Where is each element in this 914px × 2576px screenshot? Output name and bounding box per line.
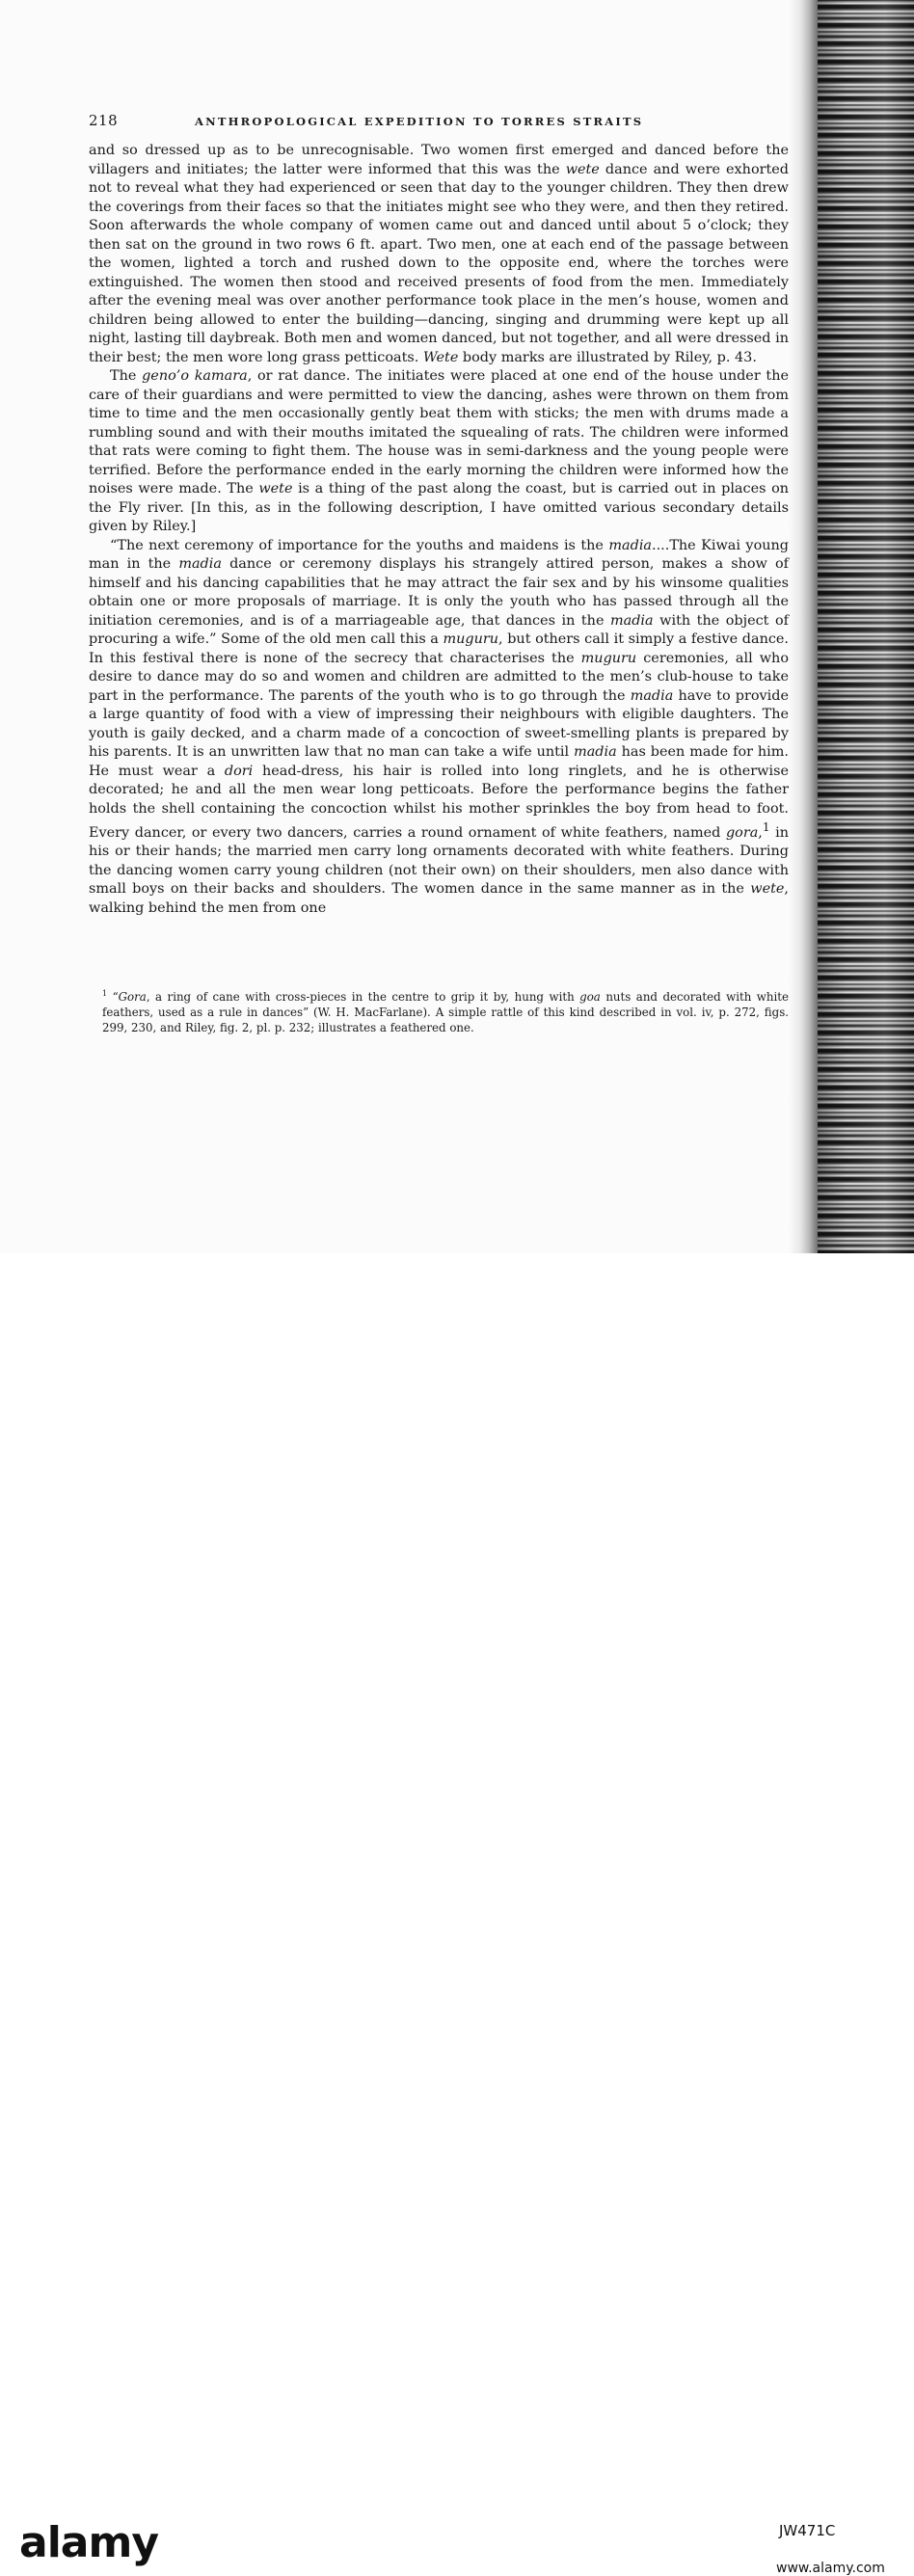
body-text [89,142,789,918]
paragraph-2: The geno’o kamara, or rat dance. The initiates were placed at one end of the house under the care of their guardians and were permitted to view the dancing, ashes were thrown on them from time to time and the men occasionally gently beat them with sticks; the men with drums made a rumbling sound and with their mouths imitated the squealing of rats. The children were informed that rats were coming to fight them. The house was in semi-darkness and the young people were terrified. Before the performance ended in the early morning the children were informed how the noises were made. The wete is a thing of the past along the coast, but is carried out in places on the Fly river. [In this, as in the following description, I have omitted various secondary details given by Riley.] [89,368,789,534]
page-edge-shade [818,0,914,1253]
page-number: 218 [89,112,119,129]
paragraph-3: “The next ceremony of importance for the youths and maidens is the madia....The Kiwai young man in the madia dance or ceremony displays his strangely attired person, makes a show of himself and his dancing capabilities that he may attract the fair sex and by his winsome qualities obtain one or more proposals of marriage. It is only the youth who has passed through all the initiation ceremonies, and is of a marriageable age, that dances in the madia with the object of procuring a wife.” Some of the old men call this a muguru, but others call it simply a festive dance. In this festival there is none of the secrecy that characterises the muguru ceremonies, all who desire to dance may do so and women and children are admitted to the men’s club-house to take part in the performance. The parents of the youth who is to go through the madia have to provide a large quantity of food with a view of impressing their neighbours with eligible daughters. The youth is gaily decked, and a charm made of a concoction of sweet-smelling plants is prepared by his parents. It is an unwritten law that no man can take a wife until madia has been made for him. He must wear a dori head-dress, his hair is rolled into long ringlets, and he is otherwise decorated; he and all the men wear long petticoats. Before the performance begins the father holds the shell containing the concoction whilst his mother sprinkles the boy from head to foot. Every dancer, or every two dancers, carries a round ornament of white feathers, named gora,$^1$ in his or their hands; the married men carry long ornaments decorated with white feathers. During the dancing women carry young children (not their own) on their shoulders, men also dance with small boys on their backs and shoulders. The women dance in the same manner as in the wete, walking behind the men from one [89,537,790,916]
watermark-url: www.alamy.com [776,2561,885,2576]
page-binding-shadow [789,0,818,1253]
watermark-bar [0,1253,914,2576]
running-title: ANTHROPOLOGICAL EXPEDITION TO TORRES STRAITS [195,115,644,128]
watermark-image-id: JW471C [779,2522,836,2539]
paragraph-1: and so dressed up as to be unrecognisable. Two women first emerged and danced before the villagers and initiates; the latter were informed that this was the wete dance and were exhorted not to reveal what they had experienced or seen that day to the younger children. They then drew the coverings from their faces so that the initiates might see who they were, and then they retired. Soon afterwards the whole company of women came out and danced until about 5 o’clock; they then sat on the ground in two rows 6 ft. apart. Two men, one at each end of the passage between the women, lighted a torch and rushed down to the opposite end, where the torches were extinguished. The women then stood and received presents of food from the men. Immediately after the evening meal was over another performance took place in the men’s house, women and children being allowed to enter the building—dancing, singing and drumming were kept up all night, lasting till daybreak. Both men and women danced, but not together, and all were dressed in their best; the men wore long grass petticoats. Wete body marks are illustrated by Riley, p. 43. [89,143,789,365]
watermark-logo: alamy [19,2518,158,2567]
page-header [89,111,791,130]
scanned-page [0,0,914,1253]
footnote: $^1$ “Gora, a ring of cane with cross-pieces in the centre to grip it by, hung with goa nuts and decorated with white feathers, used as a rule in dances” (W. H. MacFarlane). A simple rattle of this kind described in vol. iv, p. 272, figs. 299, 230, and Riley, fig. 2, pl. p. 232; illustrates a feathered one. [102,989,789,1034]
